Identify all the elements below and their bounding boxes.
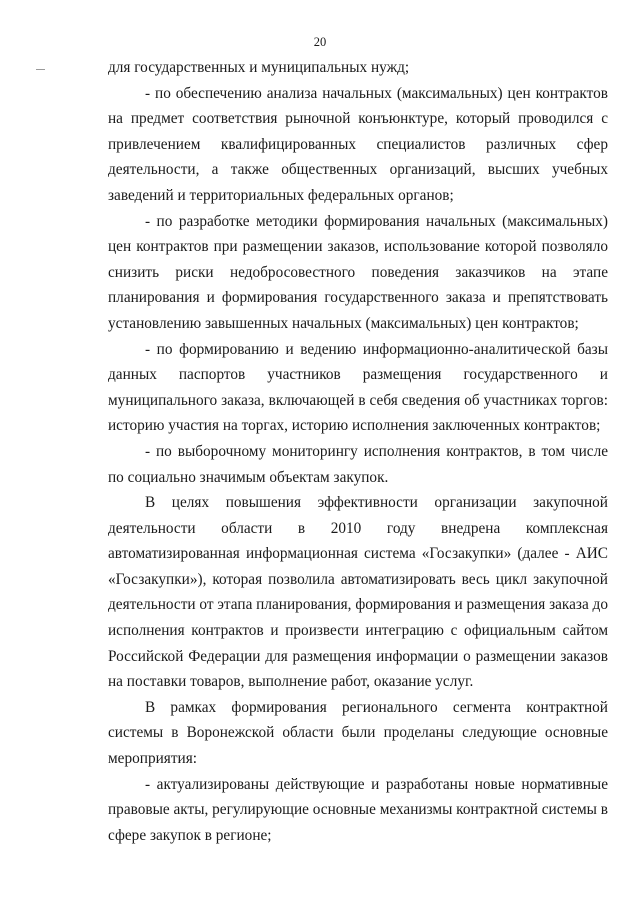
- paragraph-item-database: - по формированию и ведению информационно-аналитической базы данных паспортов участников размещения государственного и муниципального заказа, включающей в себя сведения об участниках торгов: историю участия на торгах, историю исполнения заключенных контрактов;: [108, 340, 608, 435]
- scan-artifact: [36, 69, 45, 70]
- paragraph-contract-system-intro: В рамках формирования регионального сегмента контрактной системы в Воронежской области были проделаны следующие основные мероприятия:: [108, 698, 608, 768]
- paragraph-item-price-analysis: - по обеспечению анализа начальных (максимальных) цен контрактов на предмет соответствия рыночной конъюнктуре, который проводился с привлечением квалифицированных специалистов различных сфер деятельности, а также общественных организаций, высших учебных заведений и территориальных федеральных органов;: [108, 84, 608, 204]
- paragraph-item-methodology: - по разработке методики формирования начальных (максимальных) цен контрактов при размещении заказов, использование которой позволяло снизить риски недобросовестного поведения заказчиков на этапе планирования и формирования государственного заказа и препятствовать установлению завышенных начальных (максимальных) цен контрактов;: [108, 212, 608, 332]
- paragraph-ais-goszakupki: В целях повышения эффективности организации закупочной деятельности области в 2010 году внедрена комплексная автоматизированная информационная система «Госзакупки» (далее - АИС «Госзакупки»), которая позволила автоматизировать весь цикл закупочной деятельности от этапа планирования, формирования и размещения заказа до исполнения контрактов и произвести интеграцию с официальным сайтом Российской Федерации для размещения информации о размещении заказов на поставки товаров, выполнение работ, оказание услуг.: [108, 494, 608, 691]
- paragraph-item-monitoring: - по выборочному мониторингу исполнения контрактов, в том числе по социально значимым объектам закупок.: [108, 442, 608, 486]
- page-number: 20: [313, 35, 327, 49]
- document-body: [108, 55, 608, 848]
- paragraph-continuation: для государственных и муниципальных нужд;: [108, 59, 410, 76]
- paragraph-item-legal-acts: - актуализированы действующие и разработаны новые нормативные правовые акты, регулирующие основные механизмы контрактной системы в сфере закупок в регионе;: [108, 775, 608, 844]
